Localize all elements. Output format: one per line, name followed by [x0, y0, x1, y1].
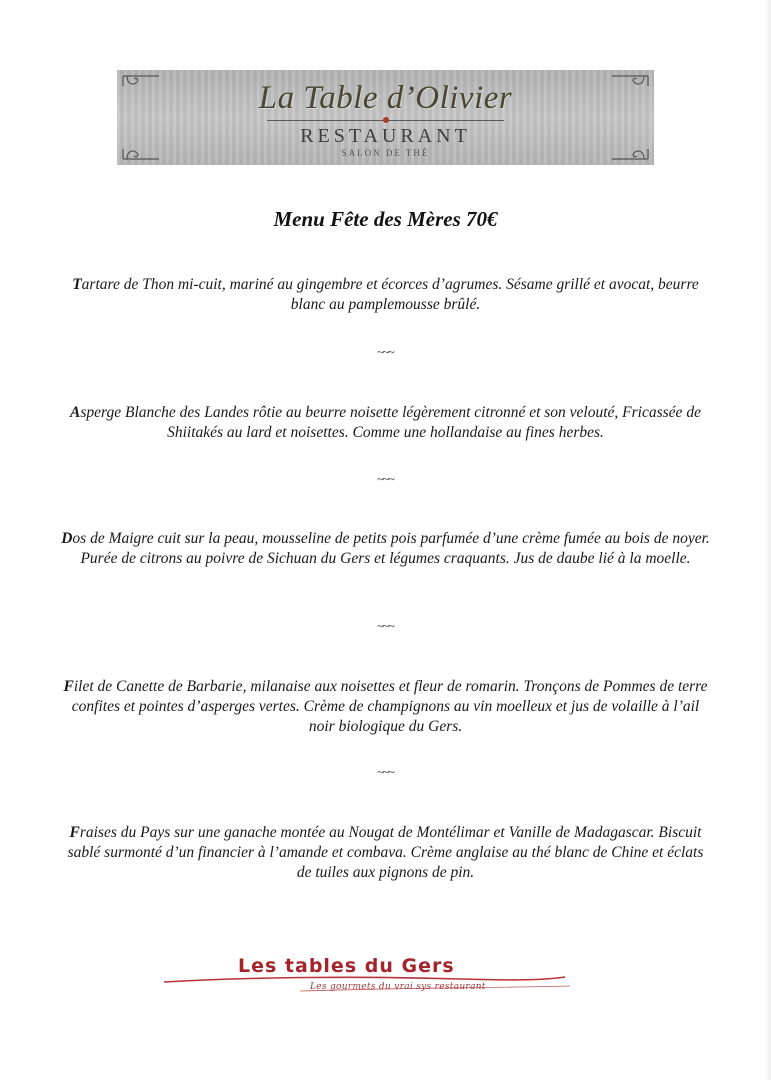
logo-tagline: Les gourmets du vrai sys restaurant — [310, 982, 486, 992]
course-fish — [60, 529, 711, 569]
course-separator: ~~~ — [377, 765, 394, 779]
course-initial: F — [63, 678, 74, 695]
page-edge — [765, 0, 771, 1080]
course-description: sperge Blanche des Landes rôtie au beurre noisette légèrement citronné et son velouté, Fricassée de Shiitakés au lard et noisettes. Comme une hollandaise au fines herbes. — [80, 404, 701, 441]
course-description: raises du Pays sur une ganache montée au Nougat de Montélimar et Vanille de Madagascar. Biscuit sablé surmonté d’un financier à l’amande et combava. Crème anglaise au thé blanc de Chine et éclats de tuiles aux pignons de pin. — [67, 824, 704, 881]
course-description: ilet de Canette de Barbarie, milanaise aux noisettes et fleur de romarin. Tronçons de Pommes de terre confites et pointes d’asperges vertes. Crème de champignons au vin moelleux et jus de volaille à l’ail noir biologique du Gers. — [71, 678, 708, 735]
course-description: os de Maigre cuit sur la peau, mousseline de petits pois parfumée d’une crème fumée au bois de noyer. Purée de citrons au poivre de Sichuan du Gers et légumes craquants. Jus de daube lié à la moelle. — [72, 530, 710, 567]
restaurant-subtitle-secondary: SALON DE THÉ — [341, 148, 430, 158]
course-separator: ~~~ — [377, 472, 394, 486]
course-second — [60, 403, 711, 443]
restaurant-banner — [117, 70, 654, 165]
logo-name: Les tables du Gers — [238, 955, 455, 977]
banner-dot-ornament — [383, 117, 389, 123]
course-meat — [60, 677, 711, 737]
menu-title: Menu Fête des Mères 70€ — [273, 207, 498, 231]
course-dessert — [60, 823, 711, 883]
course-starter — [60, 275, 711, 315]
course-initial: A — [70, 404, 81, 421]
restaurant-name: La Table d’Olivier — [258, 80, 513, 116]
course-initial: D — [61, 530, 73, 547]
restaurant-subtitle: RESTAURANT — [300, 125, 471, 147]
les-tables-du-gers-logo — [160, 955, 580, 1000]
course-description: artare de Thon mi-cuit, mariné au gingembre et écorces d’agrumes. Sésame grillé et avocat, beurre blanc au pamplemousse brûlé. — [81, 276, 699, 313]
course-separator: ~~~ — [377, 345, 394, 359]
course-separator: ~~~ — [377, 619, 394, 633]
course-initial: F — [69, 824, 80, 841]
course-initial: T — [72, 276, 82, 293]
